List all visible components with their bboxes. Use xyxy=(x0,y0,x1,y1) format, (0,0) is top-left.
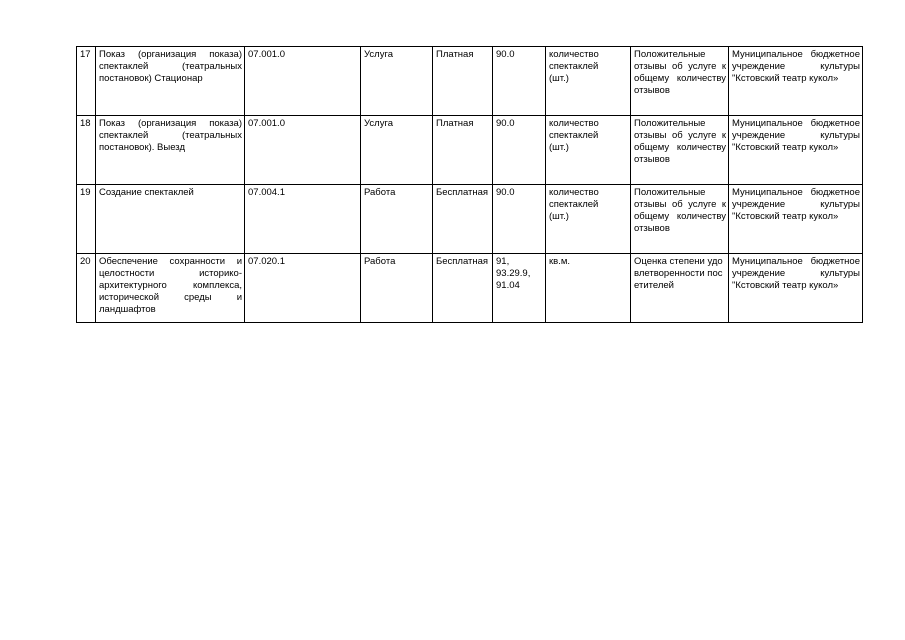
institution-cell: Муниципальное бюджетное учреждение культуры "Кстовский театр кукол» xyxy=(729,185,863,254)
service-code-cell: 07.004.1 xyxy=(245,185,361,254)
table-row xyxy=(77,254,863,323)
volume-indicator-cell: количество спектаклей (шт.) xyxy=(546,185,631,254)
quality-indicator-cell: Оценка степени удовлетворенности посетителей xyxy=(631,254,729,323)
row-number-cell: 20 xyxy=(77,254,96,323)
payment-type-cell: Платная xyxy=(433,47,493,116)
service-type-cell: Услуга xyxy=(361,116,433,185)
row-number-cell: 18 xyxy=(77,116,96,185)
volume-indicator-cell: количество спектаклей (шт.) xyxy=(546,47,631,116)
institution-cell: Муниципальное бюджетное учреждение культуры "Кстовский театр кукол» xyxy=(729,47,863,116)
quality-indicator-cell: Положительные отзывы об услуге к общему количеству отзывов xyxy=(631,185,729,254)
quality-indicator-cell: Положительные отзывы об услуге к общему количеству отзывов xyxy=(631,116,729,185)
service-name-cell: Показ (организация показа) спектаклей (театральных постановок) Стационар xyxy=(96,47,245,116)
volume-indicator-cell: количество спектаклей (шт.) xyxy=(546,116,631,185)
services-table xyxy=(76,46,863,323)
service-type-cell: Работа xyxy=(361,254,433,323)
service-name-cell: Показ (организация показа) спектаклей (театральных постановок). Выезд xyxy=(96,116,245,185)
volume-indicator-cell: кв.м. xyxy=(546,254,631,323)
row-number-cell: 19 xyxy=(77,185,96,254)
payment-type-cell: Бесплатная xyxy=(433,254,493,323)
service-code-cell: 07.020.1 xyxy=(245,254,361,323)
institution-cell: Муниципальное бюджетное учреждение культуры "Кстовский театр кукол» xyxy=(729,254,863,323)
table-row xyxy=(77,47,863,116)
service-code-cell: 07.001.0 xyxy=(245,116,361,185)
service-code-cell: 07.001.0 xyxy=(245,47,361,116)
table-row xyxy=(77,185,863,254)
service-type-cell: Работа xyxy=(361,185,433,254)
service-name-cell: Создание спектаклей xyxy=(96,185,245,254)
okved-code-cell: 90.0 xyxy=(493,116,546,185)
institution-cell: Муниципальное бюджетное учреждение культуры "Кстовский театр кукол» xyxy=(729,116,863,185)
okved-code-cell: 90.0 xyxy=(493,47,546,116)
service-name-cell: Обеспечение сохранности и целостности историко-архитектурного комплекса, исторической среды и ландшафтов xyxy=(96,254,245,323)
payment-type-cell: Платная xyxy=(433,116,493,185)
table-row xyxy=(77,116,863,185)
payment-type-cell: Бесплатная xyxy=(433,185,493,254)
quality-indicator-cell: Положительные отзывы об услуге к общему количеству отзывов xyxy=(631,47,729,116)
okved-code-cell: 90.0 xyxy=(493,185,546,254)
okved-code-cell: 91, 93.29.9, 91.04 xyxy=(493,254,546,323)
service-type-cell: Услуга xyxy=(361,47,433,116)
row-number-cell: 17 xyxy=(77,47,96,116)
